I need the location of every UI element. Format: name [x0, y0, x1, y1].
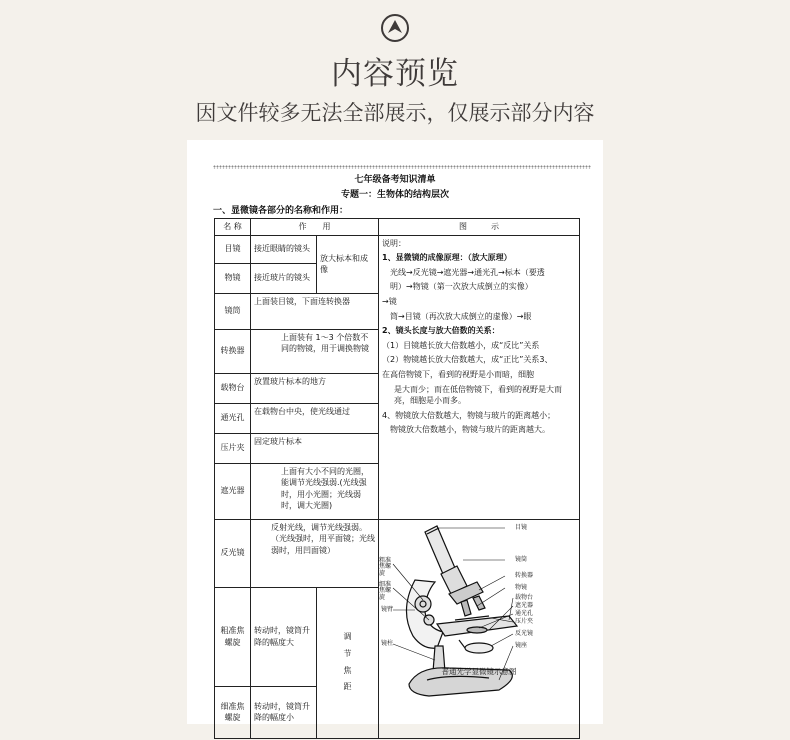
note-1-b: 明）→物镜（第一次放大成倒立的实像） — [390, 282, 533, 292]
row-name: 压片夹 — [215, 433, 251, 463]
document-preview — [187, 140, 603, 724]
label-cuzhun: 粗准焦螺旋 — [379, 556, 392, 577]
microscope-diagram — [379, 520, 579, 738]
label-xizhun: 细准焦螺旋 — [379, 580, 392, 601]
row-name: 反光镜 — [215, 519, 251, 587]
row-name: 粗准焦螺旋 — [215, 587, 251, 686]
col-header-function: 作 用 — [251, 219, 379, 236]
col-header-name: 名 称 — [215, 219, 251, 236]
note-1-title: 1、显微镜的成像原理：（放大原理） — [382, 253, 512, 263]
row-name: 镜筒 — [215, 293, 251, 329]
row-function: 上面有大小不同的光圈，能调节光线强弱.(光线强时，用小光圈；光线弱时，调大光圈) — [251, 463, 379, 519]
page-subtitle: 因文件较多无法全部展示，仅展示部分内容 — [195, 101, 595, 125]
row-function: 固定玻片标本 — [251, 433, 379, 463]
label-yapianjia: 压片夹 — [515, 617, 534, 625]
label-jingzuo: 镜座 — [515, 641, 528, 649]
note-2-1: （1）目镜越长放大倍数越小，成“反比”关系 — [382, 340, 540, 350]
row-function: 在载物台中央，使光线通过 — [251, 403, 379, 433]
row-function: 接近玻片的镜头 — [251, 263, 317, 293]
row-name: 物镜 — [215, 263, 251, 293]
row-name: 遮光器 — [215, 463, 251, 519]
doc-title: 七年级备考知识清单 — [354, 175, 436, 185]
row-name: 转换器 — [215, 329, 251, 373]
row-name: 通光孔 — [215, 403, 251, 433]
notes-title: 说明： — [382, 238, 406, 248]
row-function: 放置玻片标本的地方 — [251, 373, 379, 403]
notes-cell — [379, 235, 580, 519]
note-1-c: →镜 — [382, 296, 397, 306]
label-jingtong: 镜筒 — [515, 555, 528, 563]
note-4-a: 4、物镜放大倍数越大，物镜与玻片的距离越小； — [382, 410, 556, 420]
row-function: 上面装目镜，下面连转换器 — [251, 293, 379, 329]
row-function: 反射光线，调节光线强弱。（光线强时，用平面镜；光线弱时，用凹面镜） — [251, 519, 379, 587]
row-function: 转动时，镜筒升降的幅度大 — [251, 587, 317, 686]
microscope-table — [214, 218, 580, 739]
page-title: 内容预览 — [331, 56, 459, 92]
row-function: 接近眼睛的镜头 — [251, 235, 317, 263]
up-arrow-circle-icon — [380, 13, 410, 43]
note-2-2: （2）物镜越长放大倍数越大，成“正比”关系3、 — [382, 355, 553, 365]
label-jingzhu: 镜柱 — [381, 639, 394, 647]
label-fanguangjing: 反光镜 — [515, 629, 534, 637]
diagram-cell — [379, 519, 580, 738]
note-3-b: 是大而少；而在低倍物镜下，看到的视野是大而亮，细胞是小而多。 — [394, 384, 562, 406]
adjust-focus-label: 调节焦距 — [343, 632, 352, 692]
label-tongguangkong: 通光孔 — [515, 609, 534, 617]
diagram-caption: 普通光学显微镜示意图 — [441, 666, 517, 676]
dotted-divider — [213, 165, 591, 169]
note-3-a: 在高倍物镜下，看到的视野是小而暗，细胞 — [382, 369, 534, 379]
note-4-b: 物镜放大倍数越小，物镜与玻片的距离越大。 — [390, 425, 550, 435]
adjust-focus-cell — [317, 587, 379, 738]
doc-section-heading: 一、显微镜各部分的名称和作用： — [213, 206, 349, 216]
label-wujing: 物镜 — [515, 583, 528, 591]
row-name: 载物台 — [215, 373, 251, 403]
note-1-d: 筒→目镜（再次放大成倒立的虚像）→眼 — [390, 311, 532, 321]
note-1-a: 光线→反光镜→遮光器→通光孔→标本（要透 — [390, 267, 545, 277]
label-mujing: 目镜 — [515, 523, 528, 531]
shared-function: 放大标本和成像 — [317, 235, 379, 293]
row-function: 转动时，镜筒升降的幅度小 — [251, 686, 317, 738]
row-function: 上面装有 1～3 个倍数不同的物镜，用于调换物镜 — [251, 329, 379, 373]
label-zhuanhuanqi: 转换器 — [515, 571, 534, 579]
microscope-illustration — [379, 520, 579, 720]
label-zheguangqi: 遮光器 — [515, 601, 534, 609]
doc-topic: 专题一：生物体的结构层次 — [340, 190, 449, 200]
row-name: 目镜 — [215, 235, 251, 263]
col-header-diagram: 图 示 — [379, 219, 580, 236]
note-2-title: 2、镜头长度与放大倍数的关系： — [382, 326, 500, 336]
row-name: 细准焦螺旋 — [215, 686, 251, 738]
label-jingbi: 镜臂 — [381, 605, 394, 613]
label-zaiwutai: 载物台 — [515, 593, 534, 601]
